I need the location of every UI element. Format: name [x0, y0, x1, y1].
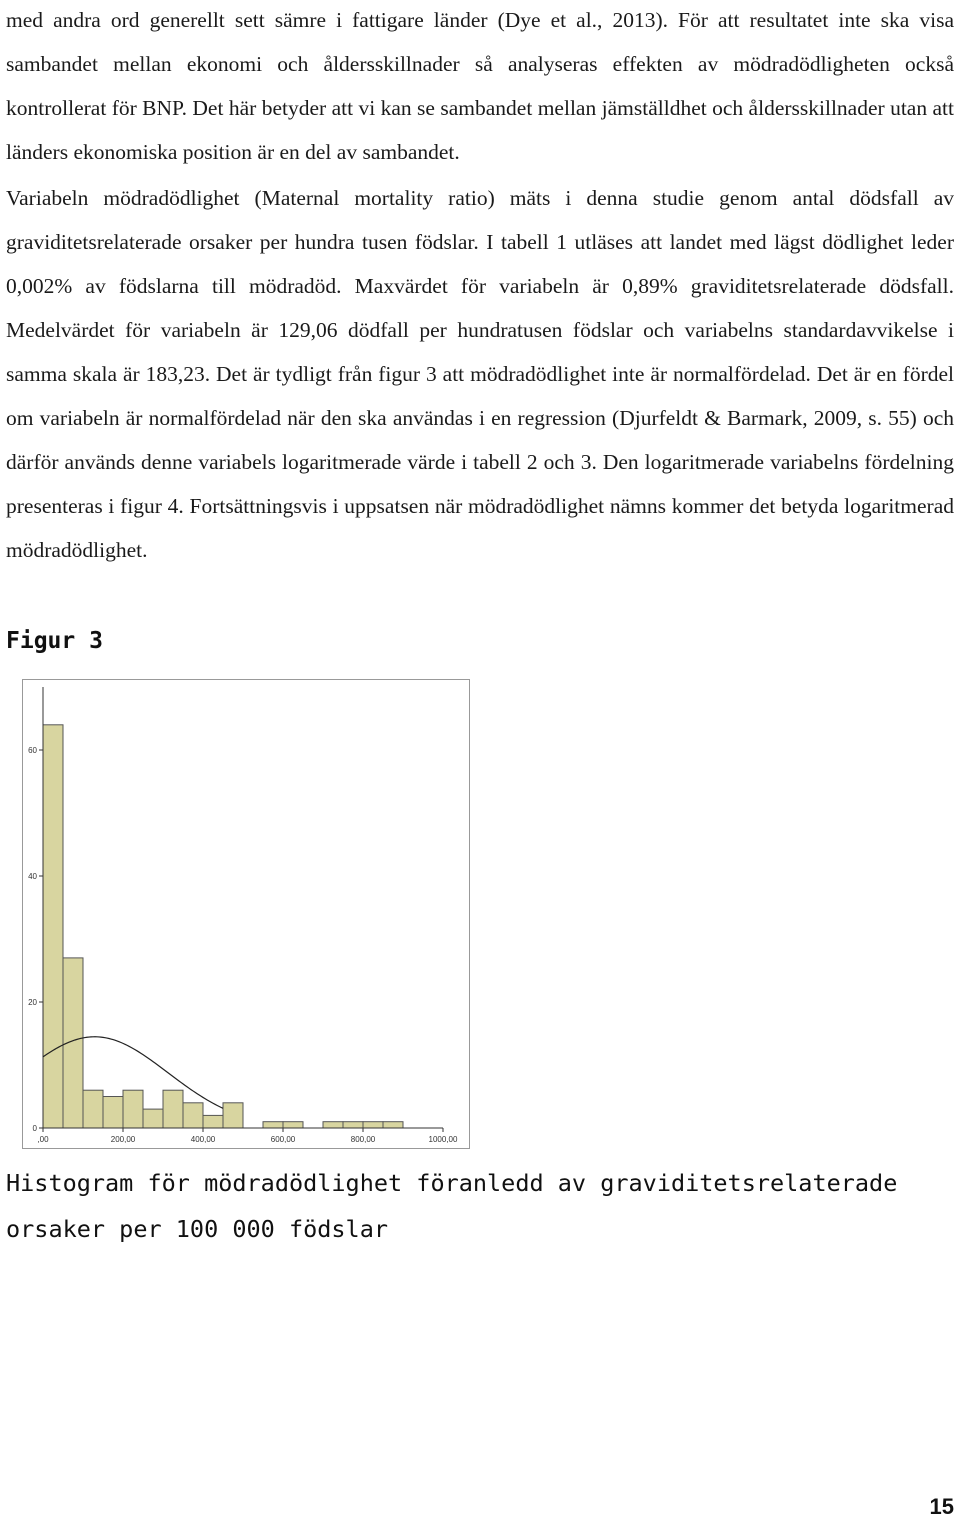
y-tick-label: 40 [28, 872, 37, 881]
y-tick-label: 60 [28, 746, 37, 755]
plot-frame [23, 680, 470, 1149]
histogram-chart [22, 679, 470, 1149]
histogram-bar [103, 1097, 123, 1129]
histogram-bar [203, 1115, 223, 1128]
histogram-bar [143, 1109, 163, 1128]
page-number: 15 [929, 1494, 954, 1519]
y-tick-label: 0 [32, 1124, 37, 1133]
x-tick-label: 600,00 [270, 1135, 296, 1144]
histogram-bar [283, 1122, 303, 1128]
histogram-bar [183, 1103, 203, 1128]
histogram-bar [83, 1090, 103, 1128]
x-tick-label: 400,00 [190, 1135, 216, 1144]
figure-label: Figur 3 [6, 628, 103, 654]
histogram-bar [263, 1122, 283, 1128]
body-paragraph-1: med andra ord generellt sett sämre i fattigare länder (Dye et al., 2013). För att resultatet inte ska visa sambandet mellan ekonomi och åldersskillnader så analyseras effekten av mödradödligheten också kontrollerat för BNP. Det här betyder att vi kan se sambandet mellan jämställdhet och åldersskillnader utan att länders ekonomiska position är en del av sambandet. [6, 8, 954, 164]
x-tick-label: ,00 [37, 1135, 49, 1144]
histogram-bar [343, 1122, 363, 1128]
histogram-bar [123, 1090, 143, 1128]
histogram-bar [323, 1122, 343, 1128]
x-tick-label: 200,00 [110, 1135, 136, 1144]
y-tick-label: 20 [28, 998, 37, 1007]
x-tick-label: 800,00 [350, 1135, 376, 1144]
figure-caption: Histogram för mödradödlighet föranledd av graviditetsrelaterade orsaker per 100 000 födslar [6, 1169, 898, 1243]
histogram-bar [383, 1122, 403, 1128]
histogram-bar [363, 1122, 383, 1128]
histogram-bar [223, 1103, 243, 1128]
histogram-bar [163, 1090, 183, 1128]
body-paragraph-2: Variabeln mödradödlighet (Maternal mortality ratio) mäts i denna studie genom antal dödsfall av graviditetsrelaterade orsaker per hundra tusen födslar. I tabell 1 utläses att landet med lägst dödlighet leder 0,002% av födslarna till mödradöd. Maxvärdet för variabeln är 0,89% graviditetsrelaterade dödsfall. Medelvärdet för variabeln är 129,06 dödfall per hundratusen födslar och variabelns standardavvikelse i samma skala är 183,23. Det är tydligt från figur 3 att mödradödlighet inte är normalfördelad. Det är en fördel om variabeln är normalfördelad när den ska användas i en regression (Djurfeldt & Barmark, 2009, s. 55) och därför används denne variabels logaritmerade värde i tabell 2 och 3. Den logaritmerade variabelns fördelning presenteras i figur 4. Fortsättningsvis i uppsatsen när mödradödlighet nämns kommer det betyda logaritmerad mödradödlighet. [6, 186, 954, 562]
x-tick-label: 1000,00 [428, 1135, 458, 1144]
histogram-bar [43, 725, 63, 1128]
